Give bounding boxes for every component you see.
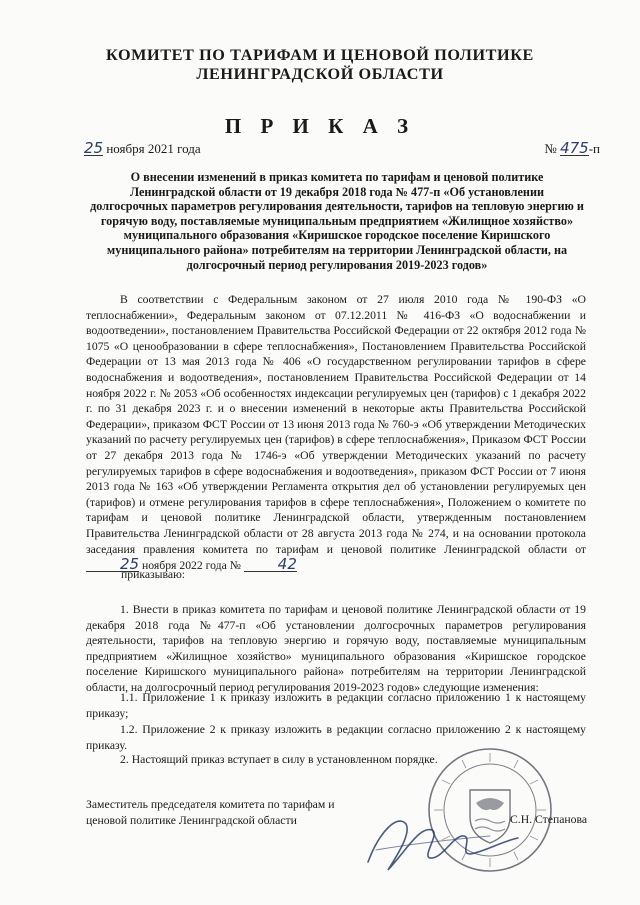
order-word: приказываю: — [121, 568, 186, 581]
number-prefix: № — [544, 141, 557, 156]
handwritten-protocol-day: 25 — [86, 557, 139, 572]
date-number-line — [84, 141, 600, 161]
preamble-month-year: ноября 2022 года № — [142, 559, 241, 573]
handwritten-signature-icon — [350, 790, 530, 880]
handwritten-day: 25 — [84, 139, 104, 157]
number-suffix: -п — [588, 141, 600, 156]
item-1-1: 1.1. Приложение 1 к приказу изложить в редакции согласно приложению 1 к настоящему приказу; — [86, 691, 586, 720]
item-1: 1. Внести в приказ комитета по тарифам и ценовой политике Ленинградской области от 19 декабря 2018 года №477-п «Об установлении долгосрочных параметров регулирования деятельности, тарифов на тепловую энергию и горячую воду, поставляемые муниципальным предприятием «Жилищное хозяйство» муниципального образования «Киришское городское поселение Киришского муниципального района» потребителям на территории Ленинградской области, на долгосрочный период регулирования 2019-2023 годов» следующие изменения: — [86, 603, 586, 694]
organization-name-line1: КОМИТЕТ ПО ТАРИФАМ И ЦЕНОВОЙ ПОЛИТИКЕ — [106, 46, 534, 64]
item-1-2: 1.2. Приложение 2 к приказу изложить в редакции согласно приложению 2 к настоящему приказу. — [86, 723, 586, 752]
document-date — [84, 141, 201, 157]
document-subject: О внесении изменений в приказ комитета по тарифам и ценовой политике Ленинградской области от 19 декабря 2018 года № 477-п «Об установлении долгосрочных параметров регулирования деятельности, тарифов на тепловую энергию и горячую воду, поставляемые муниципальным предприятием «Жилищное хозяйство» муниципального образования «Киришское городское поселение Киришского муниципального района» потребителям на территории Ленинградской области, на долгосрочный период регулирования 2019-2023 годов» — [90, 170, 584, 272]
handwritten-number: 475 — [560, 139, 589, 157]
preamble-text: В соответствии с Федеральным законом от 27 июля 2010 года № 190-ФЗ «О теплоснабжении», Федеральным законом от 07.12.2011 № 416-ФЗ «О водоснабжении и водоотведении», постановлением Правительства Российской Федерации от 22 октября 2012 года № 1075 «О ценообразовании в сфере теплоснабжения», Постановлением Правительства Российской Федерации от 13 мая 2013 года № 406 «О государственном регулировании тарифов в сфере водоснабжения и водоотведения», постановлением Правительства Российской Федерации от 14 ноября 2022 г. № 2053 «Об особенностях индексации регулируемых цен (тарифов) с 1 декабря 2022 г. по 31 декабря 2023 г. и о внесении изменений в некоторые акты Правительства Российской Федерации», приказом ФСТ России от 13 июня 2013 года № 760-э «Об утверждении Методических указаний по расчету регулируемых цен (тарифов) в сфере теплоснабжения», Приказом ФСТ России от 27 декабря 2013 года № 1746-э «Об утверждении Методических указаний по расчету регулируемых тарифов в сфере водоснабжения и водоотведения», приказом ФСТ России от 7 июня 2013 года № 163 «Об утверждении Регламента открытия дел об установлении регулируемых цен (тарифов) и отмене регулирования тарифов в сфере теплоснабжения», Положением о комитете по тарифам и ценовой политике Ленинградской области, утвержденным постановлением Правительства Ленинградской области от 28 августа 2013 года № 274, и на основании протокола заседания правления комитета по тарифам и ценовой политике Ленинградской области от — [86, 293, 586, 556]
signer-name: С.Н. Степанова — [510, 813, 588, 826]
organization-name-line2: ЛЕНИНГРАДСКОЙ ОБЛАСТИ — [196, 65, 444, 83]
document-title: П Р И К А З — [224, 114, 416, 138]
handwritten-protocol-number: 42 — [244, 557, 297, 572]
document-number — [544, 141, 600, 157]
date-month-year: ноября 2021 года — [106, 141, 201, 156]
preamble-paragraph — [86, 292, 586, 574]
signer-position: Заместитель председателя комитета по тарифам и ценовой политике Ленинградской области — [86, 798, 335, 827]
item-2: 2. Настоящий приказ вступает в силу в установленном порядке. — [120, 753, 438, 766]
